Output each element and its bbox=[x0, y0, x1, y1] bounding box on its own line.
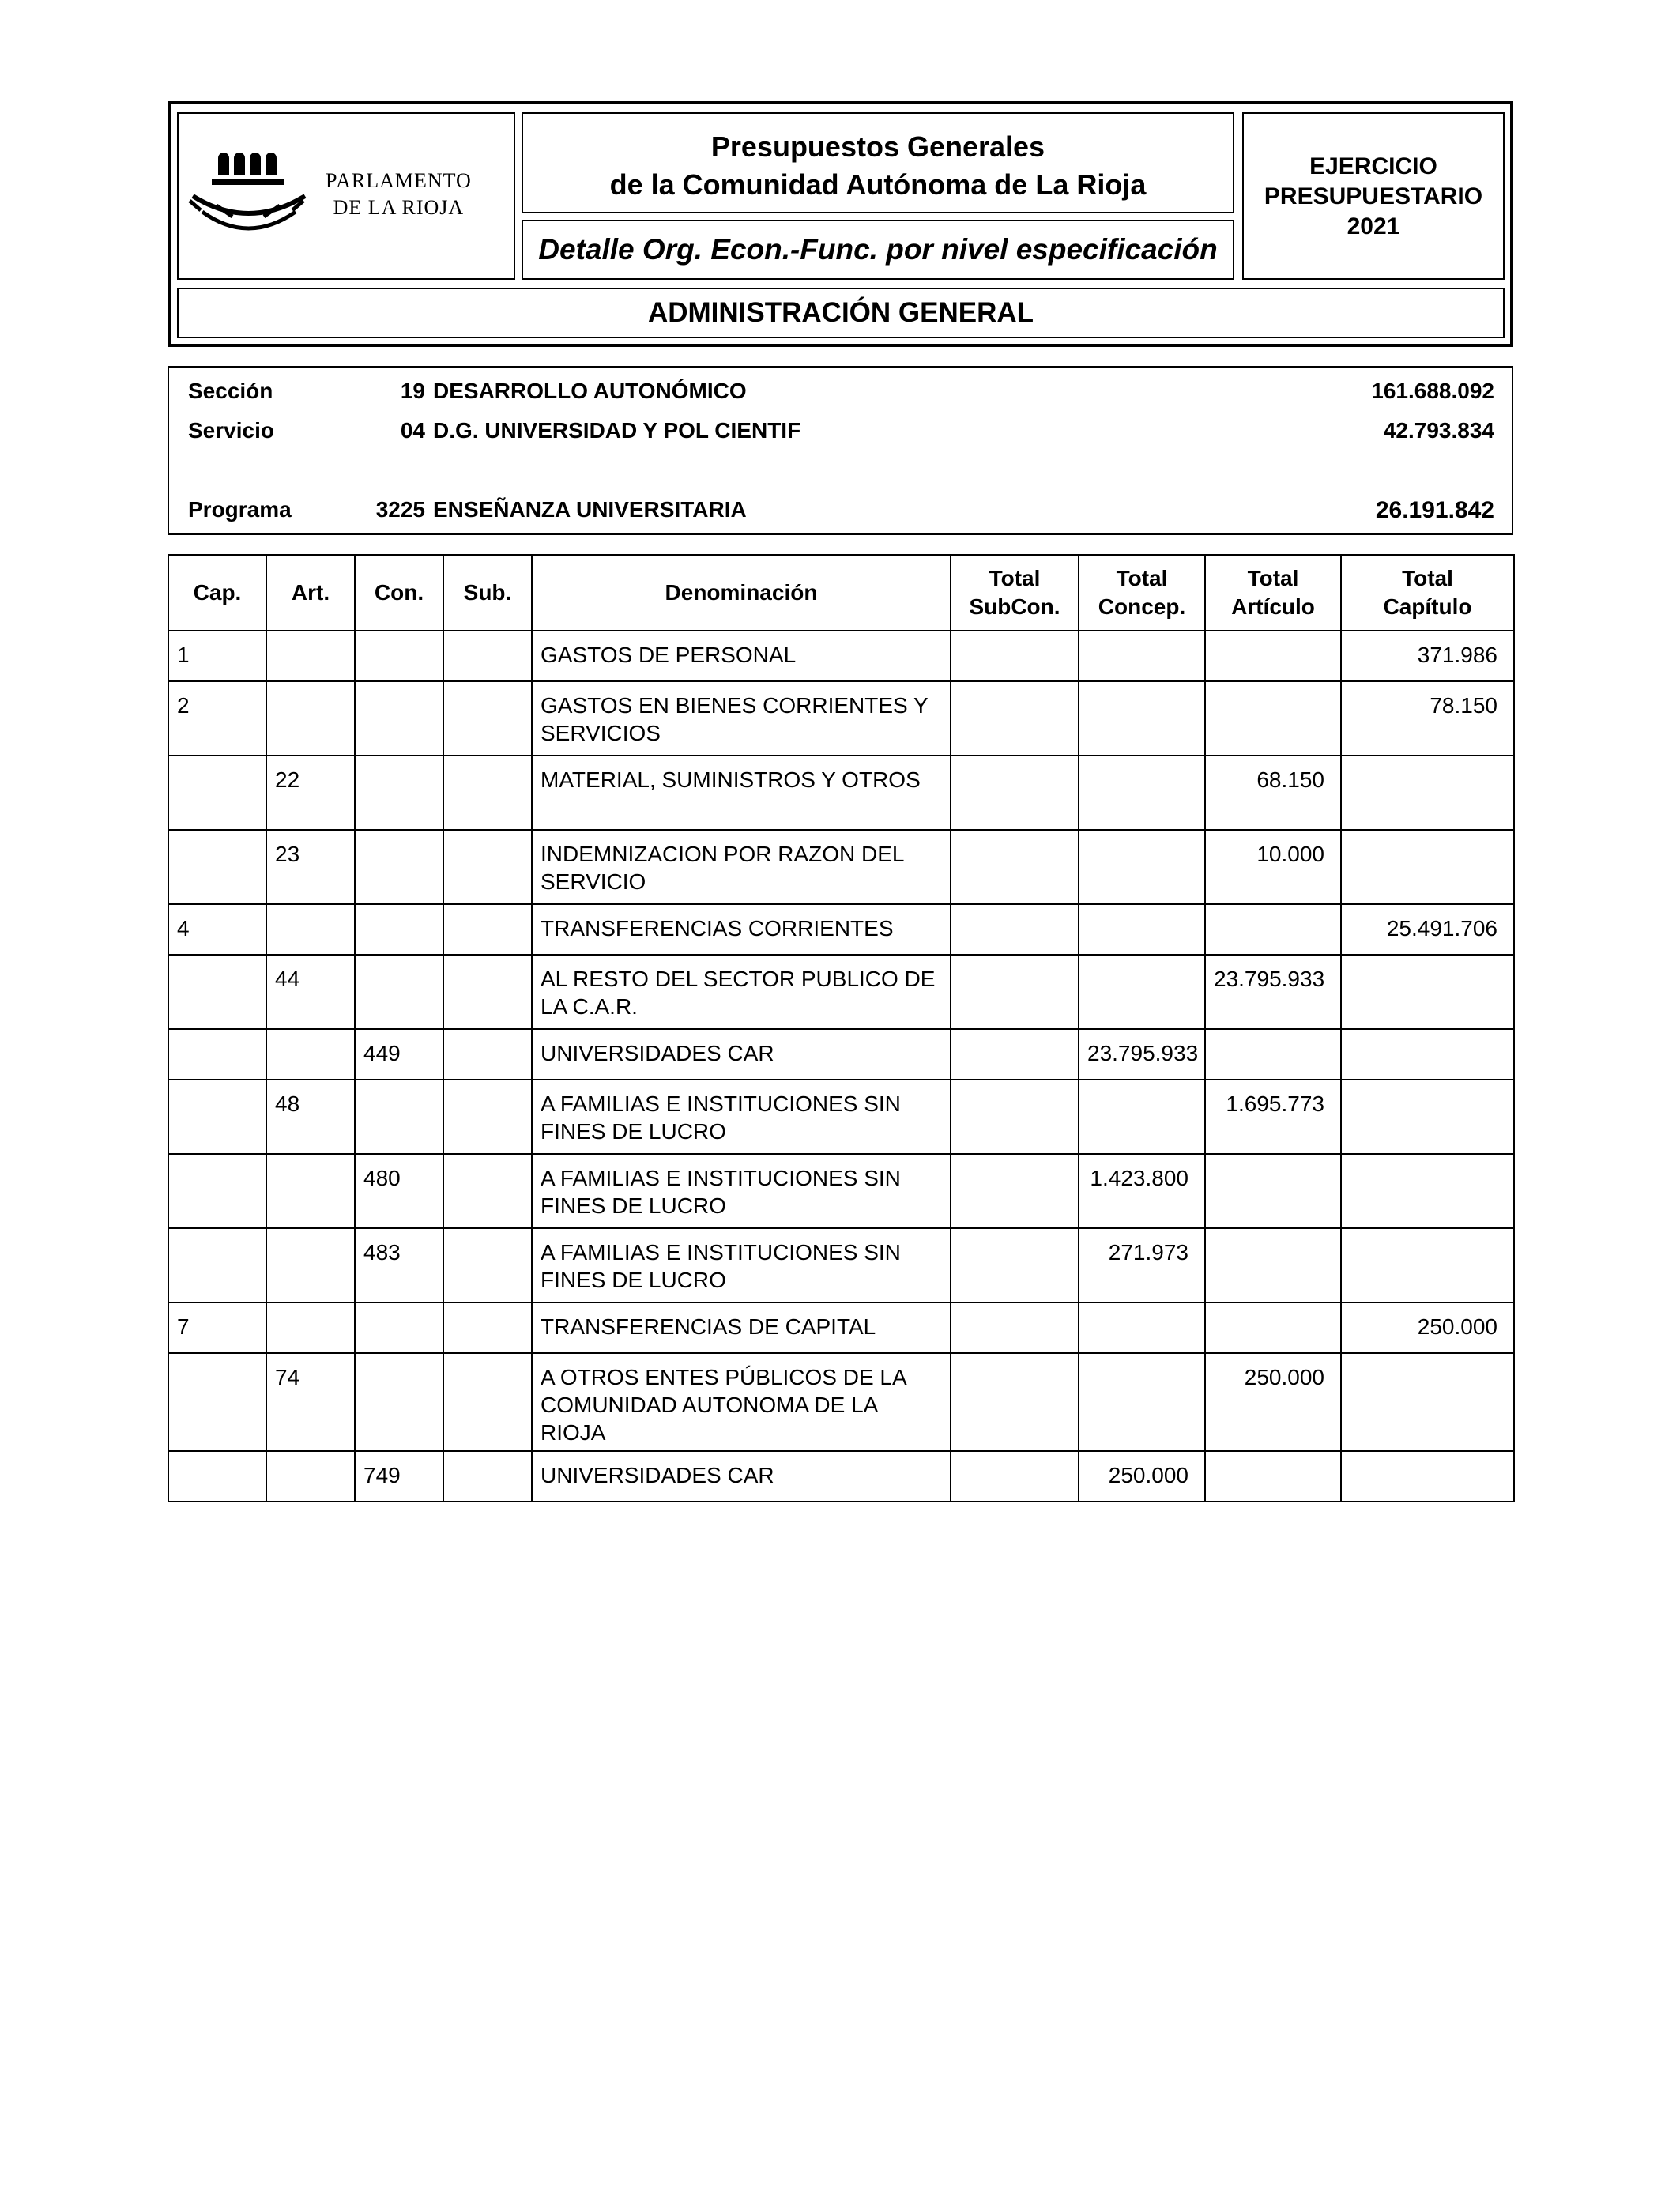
total-subcon-cell bbox=[951, 1228, 1079, 1302]
section-banner bbox=[177, 288, 1505, 338]
total-subcon-cell bbox=[951, 681, 1079, 756]
denominacion-cell: INDEMNIZACION POR RAZON DEL SERVICIO bbox=[532, 830, 951, 904]
con-cell bbox=[355, 904, 443, 955]
sub-cell bbox=[443, 1353, 532, 1451]
col-header-total-subcon bbox=[951, 555, 1079, 631]
table-row bbox=[168, 1154, 1514, 1228]
table-row bbox=[168, 1302, 1514, 1353]
denominacion-cell: TRANSFERENCIAS DE CAPITAL bbox=[532, 1302, 951, 1353]
table-row bbox=[168, 955, 1514, 1029]
con-cell: 483 bbox=[355, 1228, 443, 1302]
total-capitulo-cell bbox=[1341, 1353, 1514, 1451]
art-cell bbox=[266, 681, 355, 756]
seccion-name: DESARROLLO AUTONÓMICO bbox=[433, 379, 747, 403]
art-cell bbox=[266, 904, 355, 955]
table-row bbox=[168, 1353, 1514, 1451]
programa-code: 3225 bbox=[375, 497, 425, 522]
total-subcon-cell bbox=[951, 1154, 1079, 1228]
denominacion-cell: A FAMILIAS E INSTITUCIONES SIN FINES DE LUCRO bbox=[532, 1228, 951, 1302]
table-row bbox=[168, 1451, 1514, 1502]
total-concep-cell: 1.423.800 bbox=[1079, 1154, 1205, 1228]
art-cell bbox=[266, 1302, 355, 1353]
con-cell bbox=[355, 756, 443, 830]
total-capitulo-cell: 25.491.706 bbox=[1341, 904, 1514, 955]
total-concep-cell: 23.795.933 bbox=[1079, 1029, 1205, 1080]
sub-cell bbox=[443, 1154, 532, 1228]
sub-cell bbox=[443, 756, 532, 830]
total-concep-cell: 271.973 bbox=[1079, 1228, 1205, 1302]
total-articulo-cell: 250.000 bbox=[1205, 1353, 1341, 1451]
denominacion-cell: GASTOS DE PERSONAL bbox=[532, 631, 951, 681]
total-capitulo-cell bbox=[1341, 1228, 1514, 1302]
col-header-cap: Cap. bbox=[168, 555, 266, 631]
total-subcon-cell bbox=[951, 830, 1079, 904]
total-concep-cell bbox=[1079, 756, 1205, 830]
total-subcon-cell bbox=[951, 631, 1079, 681]
exercise-panel bbox=[1242, 112, 1505, 280]
budget-table-body bbox=[168, 631, 1514, 1502]
cap-cell: 4 bbox=[168, 904, 266, 955]
seccion-amount: 161.688.092 bbox=[1371, 379, 1494, 403]
sub-cell bbox=[443, 955, 532, 1029]
con-cell bbox=[355, 830, 443, 904]
con-cell bbox=[355, 1353, 443, 1451]
total-subcon-cell bbox=[951, 756, 1079, 830]
total-articulo-cell bbox=[1205, 1451, 1341, 1502]
total-capitulo-cell: 250.000 bbox=[1341, 1302, 1514, 1353]
con-cell bbox=[355, 681, 443, 756]
denominacion-cell: A OTROS ENTES PÚBLICOS DE LA COMUNIDAD AUTONOMA DE LA RIOJA bbox=[532, 1353, 951, 1451]
sub-cell bbox=[443, 1302, 532, 1353]
col-header-total-articulo bbox=[1205, 555, 1341, 631]
total-concep-cell bbox=[1079, 1302, 1205, 1353]
total-subcon-cell bbox=[951, 1451, 1079, 1502]
denominacion-cell: MATERIAL, SUMINISTROS Y OTROS bbox=[532, 756, 951, 830]
document-title-line-2: de la Comunidad Autónoma de La Rioja bbox=[609, 168, 1147, 201]
total-concep-cell bbox=[1079, 904, 1205, 955]
art-cell: 44 bbox=[266, 955, 355, 1029]
art-cell: 22 bbox=[266, 756, 355, 830]
col-header-art: Art. bbox=[266, 555, 355, 631]
col-header-sub: Sub. bbox=[443, 555, 532, 631]
exercise-label-1: EJERCICIO bbox=[1309, 153, 1437, 179]
cap-cell bbox=[168, 756, 266, 830]
col-header-total-subcon-line2: SubCon. bbox=[969, 594, 1060, 619]
total-capitulo-cell bbox=[1341, 1154, 1514, 1228]
total-articulo-cell bbox=[1205, 1228, 1341, 1302]
exercise-label-2: PRESUPUESTARIO bbox=[1264, 183, 1483, 209]
programa-amount: 26.191.842 bbox=[1375, 497, 1494, 523]
cap-cell bbox=[168, 1029, 266, 1080]
cap-cell bbox=[168, 955, 266, 1029]
con-cell: 449 bbox=[355, 1029, 443, 1080]
servicio-code: 04 bbox=[400, 418, 425, 443]
total-concep-cell bbox=[1079, 1080, 1205, 1154]
total-concep-cell bbox=[1079, 1353, 1205, 1451]
subtitle-panel bbox=[522, 220, 1234, 280]
organization-info bbox=[168, 366, 1513, 535]
sub-cell bbox=[443, 830, 532, 904]
cap-cell: 7 bbox=[168, 1302, 266, 1353]
cap-cell bbox=[168, 1451, 266, 1502]
col-header-total-capitulo bbox=[1341, 555, 1514, 631]
total-articulo-cell bbox=[1205, 631, 1341, 681]
con-cell bbox=[355, 955, 443, 1029]
logo-line-2: DE LA RIOJA bbox=[333, 196, 465, 219]
total-articulo-cell bbox=[1205, 904, 1341, 955]
sub-cell bbox=[443, 1029, 532, 1080]
table-row bbox=[168, 631, 1514, 681]
total-concep-cell: 250.000 bbox=[1079, 1451, 1205, 1502]
budget-table bbox=[168, 554, 1515, 1502]
art-cell bbox=[266, 1029, 355, 1080]
art-cell bbox=[266, 631, 355, 681]
total-concep-cell bbox=[1079, 830, 1205, 904]
total-capitulo-cell bbox=[1341, 756, 1514, 830]
col-header-total-concep-line1: Total bbox=[1116, 566, 1168, 590]
cap-cell bbox=[168, 1080, 266, 1154]
art-cell bbox=[266, 1228, 355, 1302]
denominacion-cell: AL RESTO DEL SECTOR PUBLICO DE LA C.A.R. bbox=[532, 955, 951, 1029]
table-row bbox=[168, 681, 1514, 756]
table-row bbox=[168, 904, 1514, 955]
total-capitulo-cell: 78.150 bbox=[1341, 681, 1514, 756]
col-header-total-capitulo-line1: Total bbox=[1402, 566, 1453, 590]
sub-cell bbox=[443, 904, 532, 955]
seccion-code: 19 bbox=[400, 379, 425, 403]
table-row bbox=[168, 1029, 1514, 1080]
col-header-total-capitulo-line2: Capítulo bbox=[1383, 594, 1472, 619]
total-articulo-cell bbox=[1205, 681, 1341, 756]
art-cell: 48 bbox=[266, 1080, 355, 1154]
col-header-total-concep bbox=[1079, 555, 1205, 631]
total-capitulo-cell bbox=[1341, 1080, 1514, 1154]
sub-cell bbox=[443, 1080, 532, 1154]
total-capitulo-cell: 371.986 bbox=[1341, 631, 1514, 681]
total-articulo-cell: 10.000 bbox=[1205, 830, 1341, 904]
total-subcon-cell bbox=[951, 904, 1079, 955]
document-subtitle: Detalle Org. Econ.-Func. por nivel especificación bbox=[538, 233, 1218, 266]
col-header-total-concep-line2: Concep. bbox=[1098, 594, 1186, 619]
con-cell: 480 bbox=[355, 1154, 443, 1228]
section-banner-title: ADMINISTRACIÓN GENERAL bbox=[647, 297, 1034, 328]
cap-cell bbox=[168, 1228, 266, 1302]
denominacion-cell: UNIVERSIDADES CAR bbox=[532, 1029, 951, 1080]
servicio-amount: 42.793.834 bbox=[1383, 418, 1494, 443]
sub-cell bbox=[443, 1451, 532, 1502]
table-row bbox=[168, 1228, 1514, 1302]
col-header-total-articulo-line1: Total bbox=[1247, 566, 1299, 590]
art-cell: 23 bbox=[266, 830, 355, 904]
art-cell bbox=[266, 1154, 355, 1228]
con-cell bbox=[355, 1080, 443, 1154]
total-subcon-cell bbox=[951, 955, 1079, 1029]
col-header-con: Con. bbox=[355, 555, 443, 631]
servicio-name: D.G. UNIVERSIDAD Y POL CIENTIF bbox=[433, 418, 801, 443]
title-panel bbox=[522, 112, 1234, 213]
document-title-line-1: Presupuestos Generales bbox=[710, 130, 1045, 163]
cap-cell bbox=[168, 830, 266, 904]
cap-cell: 1 bbox=[168, 631, 266, 681]
col-header-denominacion: Denominación bbox=[532, 555, 951, 631]
total-articulo-cell: 68.150 bbox=[1205, 756, 1341, 830]
sub-cell bbox=[443, 681, 532, 756]
parliament-name bbox=[326, 168, 472, 221]
total-articulo-cell bbox=[1205, 1029, 1341, 1080]
cap-cell bbox=[168, 1154, 266, 1228]
con-cell bbox=[355, 631, 443, 681]
total-articulo-cell bbox=[1205, 1154, 1341, 1228]
exercise-year: 2021 bbox=[1347, 213, 1400, 239]
programa-name: ENSEÑANZA UNIVERSITARIA bbox=[433, 497, 747, 522]
total-subcon-cell bbox=[951, 1353, 1079, 1451]
art-cell: 74 bbox=[266, 1353, 355, 1451]
total-capitulo-cell bbox=[1341, 830, 1514, 904]
cap-cell bbox=[168, 1353, 266, 1451]
total-concep-cell bbox=[1079, 631, 1205, 681]
servicio-label: Servicio bbox=[188, 418, 274, 443]
total-capitulo-cell bbox=[1341, 1451, 1514, 1502]
total-articulo-cell: 23.795.933 bbox=[1205, 955, 1341, 1029]
denominacion-cell: UNIVERSIDADES CAR bbox=[532, 1451, 951, 1502]
table-row bbox=[168, 1080, 1514, 1154]
col-header-total-subcon-line1: Total bbox=[989, 566, 1041, 590]
total-articulo-cell bbox=[1205, 1302, 1341, 1353]
table-row bbox=[168, 756, 1514, 830]
total-subcon-cell bbox=[951, 1302, 1079, 1353]
denominacion-cell: A FAMILIAS E INSTITUCIONES SIN FINES DE LUCRO bbox=[532, 1080, 951, 1154]
col-header-total-articulo-line2: Artículo bbox=[1231, 594, 1315, 619]
table-header-row bbox=[168, 555, 1514, 631]
programa-label: Programa bbox=[188, 497, 292, 522]
total-capitulo-cell bbox=[1341, 1029, 1514, 1080]
con-cell bbox=[355, 1302, 443, 1353]
total-articulo-cell: 1.695.773 bbox=[1205, 1080, 1341, 1154]
art-cell bbox=[266, 1451, 355, 1502]
denominacion-cell: GASTOS EN BIENES CORRIENTES Y SERVICIOS bbox=[532, 681, 951, 756]
con-cell: 749 bbox=[355, 1451, 443, 1502]
table-row bbox=[168, 830, 1514, 904]
parliament-logo-icon bbox=[185, 144, 319, 247]
sub-cell bbox=[443, 1228, 532, 1302]
denominacion-cell: TRANSFERENCIAS CORRIENTES bbox=[532, 904, 951, 955]
seccion-label: Sección bbox=[188, 379, 273, 403]
cap-cell: 2 bbox=[168, 681, 266, 756]
total-concep-cell bbox=[1079, 955, 1205, 1029]
total-subcon-cell bbox=[951, 1029, 1079, 1080]
sub-cell bbox=[443, 631, 532, 681]
logo-line-1: PARLAMENTO bbox=[326, 169, 472, 192]
logo-panel bbox=[177, 112, 515, 280]
total-capitulo-cell bbox=[1341, 955, 1514, 1029]
denominacion-cell: A FAMILIAS E INSTITUCIONES SIN FINES DE LUCRO bbox=[532, 1154, 951, 1228]
total-subcon-cell bbox=[951, 1080, 1079, 1154]
total-concep-cell bbox=[1079, 681, 1205, 756]
